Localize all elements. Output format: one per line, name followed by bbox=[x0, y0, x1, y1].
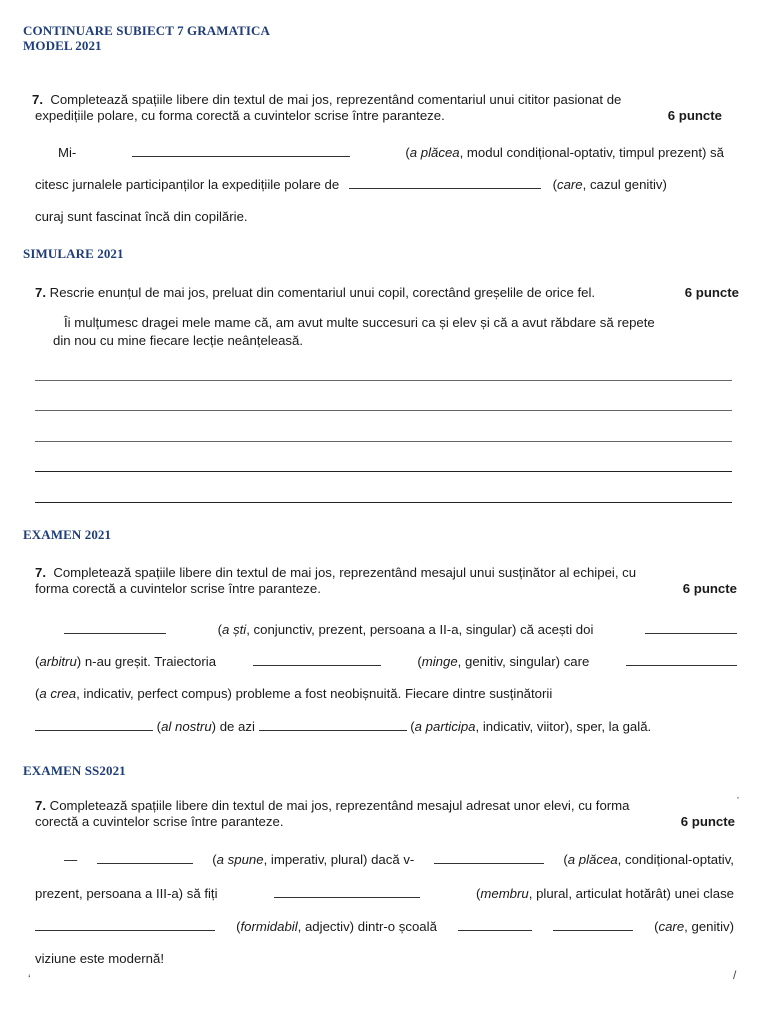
points-label: 6 puncte bbox=[684, 285, 739, 300]
answer-blank[interactable] bbox=[553, 919, 633, 931]
exercise-prompt bbox=[35, 285, 739, 301]
fill-line bbox=[35, 686, 737, 702]
prompt-text: expedițiile polare, cu forma corectă a cuvintelor scrise între paranteze. bbox=[35, 108, 445, 123]
answer-blank[interactable] bbox=[253, 654, 381, 666]
heading-line: MODEL 2021 bbox=[23, 38, 102, 53]
fill-line bbox=[35, 719, 651, 735]
fill-line bbox=[35, 177, 667, 193]
text-fragment: curaj sunt fascinat încă din copilărie. bbox=[35, 209, 248, 224]
answer-blank[interactable] bbox=[132, 145, 350, 157]
answer-blank[interactable] bbox=[626, 654, 737, 666]
fill-line bbox=[35, 951, 164, 967]
section-heading: SIMULARE 2021 bbox=[23, 246, 124, 261]
answer-blank[interactable] bbox=[434, 852, 544, 864]
text-fragment: prezent, persoana a III-a) să fiți bbox=[35, 886, 218, 901]
exercise-prompt bbox=[35, 565, 737, 581]
exercise-prompt-line2 bbox=[35, 108, 722, 124]
answer-line[interactable] bbox=[35, 410, 732, 411]
answer-blank[interactable] bbox=[274, 886, 420, 898]
section-heading: EXAMEN SS2021 bbox=[23, 763, 126, 778]
heading-line: CONTINUARE SUBIECT 7 GRAMATICA bbox=[23, 23, 271, 38]
quoted-sentence: Îi mulțumesc dragei mele mame că, am avut multe succesuri ca și elev și că a avut răbdare să repete bbox=[64, 315, 655, 330]
answer-blank[interactable] bbox=[35, 719, 153, 731]
text-fragment: (a participa, indicativ, viitor), sper, la gală. bbox=[410, 719, 652, 734]
fill-line bbox=[64, 622, 737, 638]
prompt-text: corectă a cuvintelor scrise între paranteze. bbox=[35, 814, 284, 829]
prompt-text: Completează spațiile libere din textul de mai jos, reprezentând mesajul unui susținător al echipei, cu bbox=[53, 565, 637, 580]
text-fragment: (minge, genitiv, singular) care bbox=[417, 654, 590, 669]
answer-blank[interactable] bbox=[35, 919, 215, 931]
prompt-text: Completează spațiile libere din textul de mai jos, reprezentând mesajul adresat unor elevi, cu forma bbox=[49, 798, 630, 813]
answer-line[interactable] bbox=[35, 441, 732, 442]
answer-blank[interactable] bbox=[64, 622, 166, 634]
fill-line bbox=[35, 919, 734, 935]
answer-blank[interactable] bbox=[259, 719, 407, 731]
prompt-text: Rescrie enunțul de mai jos, preluat din comentariul unui copil, corectând greșelile de orice fel. bbox=[49, 285, 596, 300]
text-fragment: (a crea, indicativ, perfect compus) probleme a fost neobișnuită. Fiecare dintre susținătorii bbox=[35, 686, 553, 701]
text-fragment: citesc jurnalele participanților la expedițiile polare de bbox=[35, 177, 340, 192]
text-fragment: (a plăcea, condițional-optativ, bbox=[563, 852, 734, 867]
fill-line bbox=[35, 886, 734, 902]
text-fragment: (a ști, conjunctiv, prezent, persoana a II-a, singular) că acești doi bbox=[217, 622, 594, 637]
prompt-text: Completează spațiile libere din textul de mai jos, reprezentând comentariul unui cititor pasionat de bbox=[50, 92, 622, 107]
text-fragment: (formidabil, adjectiv) dintr-o școală bbox=[236, 919, 437, 934]
answer-line[interactable] bbox=[35, 502, 732, 503]
exercise-number: 7. bbox=[35, 285, 46, 300]
text-fragment: (arbitru) n-au greșit. Traiectoria bbox=[35, 654, 217, 669]
text-fragment: (a spune, imperativ, plural) dacă v- bbox=[212, 852, 415, 867]
exercise-number: 7. bbox=[35, 565, 46, 580]
text-fragment: (a plăcea, modul condițional-optativ, timpul prezent) să bbox=[405, 145, 724, 160]
points-label: 6 puncte bbox=[682, 581, 737, 596]
exercise-number: 7. bbox=[32, 92, 43, 107]
text-fragment: Mi- bbox=[58, 145, 77, 160]
exercise-prompt bbox=[32, 92, 722, 108]
text-fragment: (care, genitiv) bbox=[654, 919, 734, 934]
text-fragment: (care, cazul genitiv) bbox=[552, 177, 667, 192]
exercise-number: 7. bbox=[35, 798, 46, 813]
quoted-sentence: din nou cu mine fiecare lecție neânțeleasă. bbox=[53, 333, 303, 348]
text-fragment: — bbox=[64, 852, 78, 867]
text-fragment: viziune este modernă! bbox=[35, 951, 165, 966]
section-heading bbox=[23, 23, 270, 53]
scan-corner-mark: / bbox=[733, 968, 737, 982]
fill-line bbox=[58, 145, 724, 161]
exercise-prompt-line2 bbox=[35, 814, 735, 830]
prompt-text: forma corectă a cuvintelor scrise între paranteze. bbox=[35, 581, 321, 596]
text-fragment: (al nostru) de azi bbox=[156, 719, 255, 734]
points-label: 6 puncte bbox=[667, 108, 722, 123]
section-heading: EXAMEN 2021 bbox=[23, 527, 112, 542]
fill-line bbox=[35, 654, 737, 670]
exercise-prompt bbox=[35, 798, 735, 814]
fill-line bbox=[35, 209, 248, 225]
answer-blank[interactable] bbox=[645, 622, 737, 634]
answer-blank[interactable] bbox=[349, 177, 541, 189]
text-fragment: (membru, plural, articulat hotărât) unei clase bbox=[475, 886, 734, 901]
fill-line bbox=[64, 852, 734, 868]
answer-blank[interactable] bbox=[458, 919, 532, 931]
answer-line[interactable] bbox=[35, 380, 732, 381]
scan-corner-mark: · bbox=[736, 790, 740, 804]
points-label: 6 puncte bbox=[680, 814, 735, 829]
scan-corner-mark: ‘ bbox=[28, 972, 31, 986]
answer-line[interactable] bbox=[35, 471, 732, 472]
answer-blank[interactable] bbox=[97, 852, 193, 864]
exercise-prompt-line2 bbox=[35, 581, 737, 597]
